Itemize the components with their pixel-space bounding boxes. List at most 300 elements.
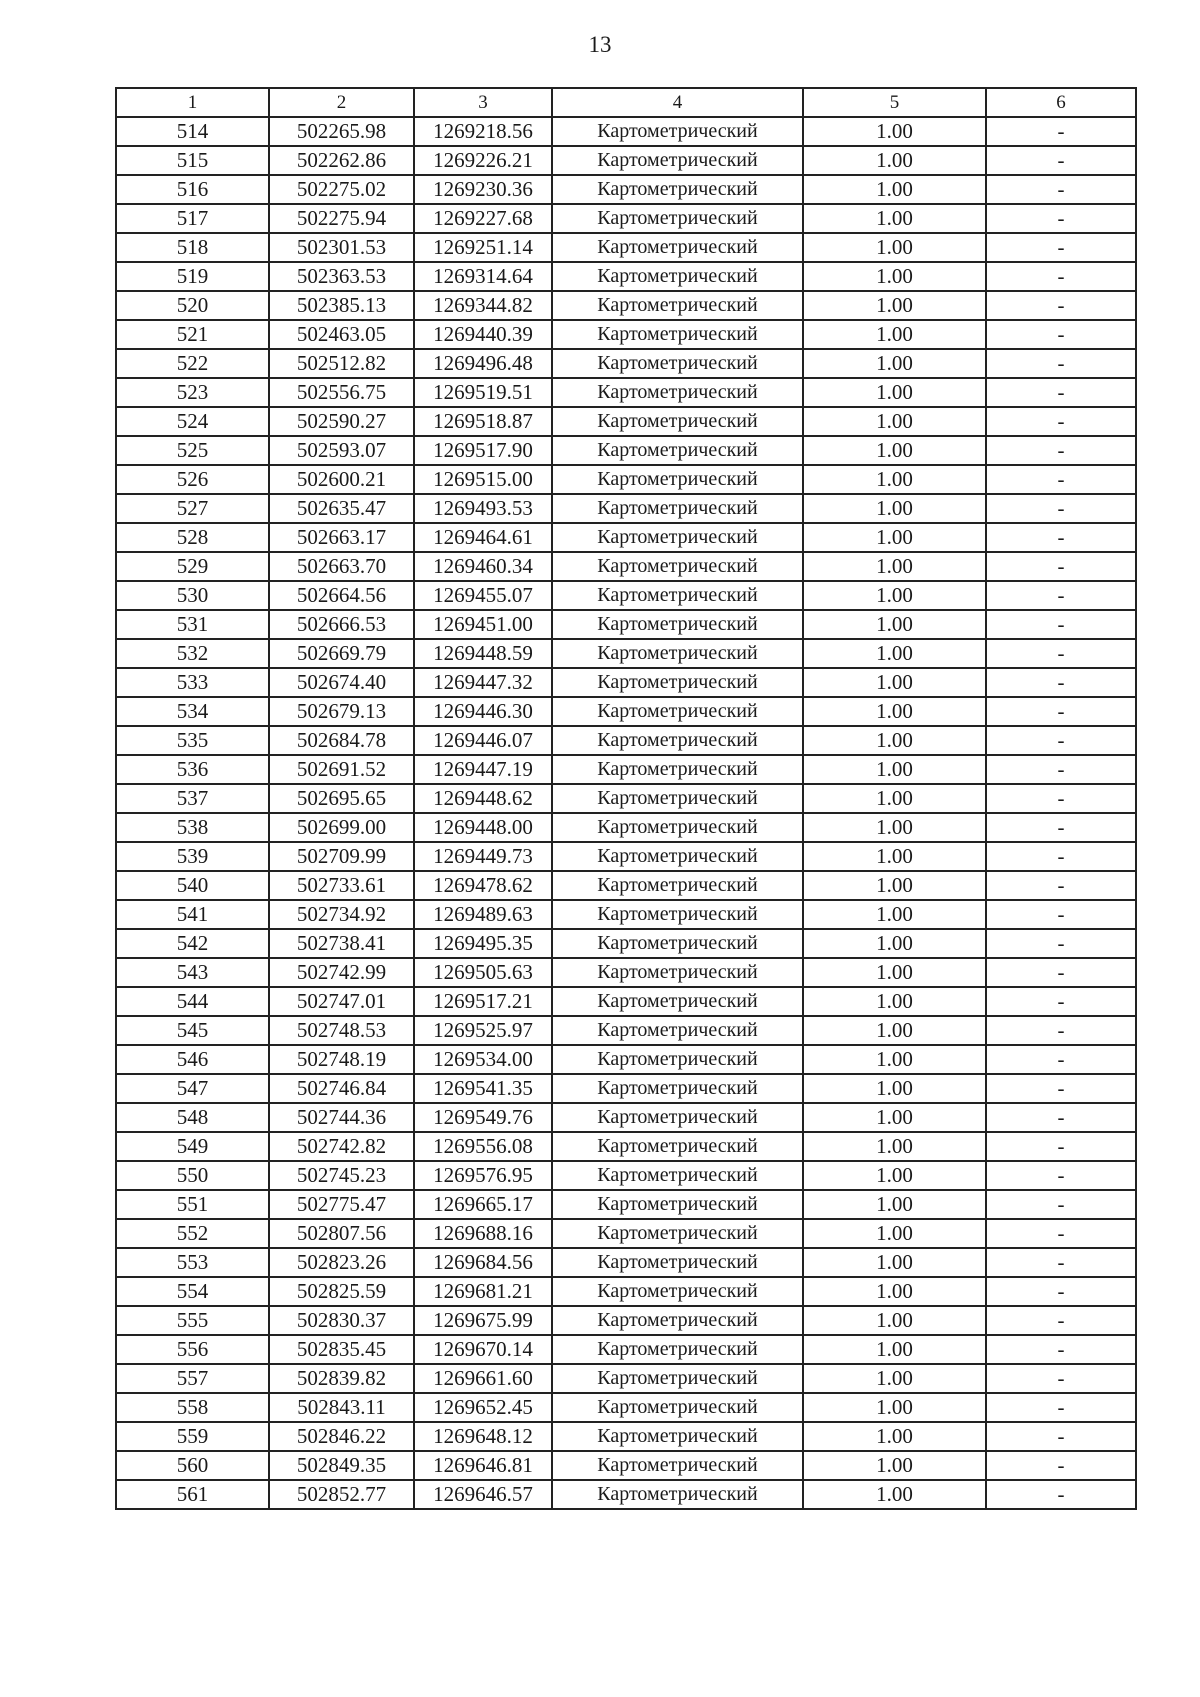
x-coordinate-cell: 502684.78 (269, 726, 414, 755)
table-row (116, 726, 1136, 755)
point-number-cell: 559 (116, 1422, 269, 1451)
table-row (116, 465, 1136, 494)
y-coordinate-cell: 1269460.34 (414, 552, 552, 581)
table-row (116, 958, 1136, 987)
header-row (116, 88, 1136, 117)
accuracy-cell: 1.00 (803, 1132, 986, 1161)
method-cell: Картометрический (552, 1364, 803, 1393)
table-row (116, 291, 1136, 320)
accuracy-cell: 1.00 (803, 465, 986, 494)
x-coordinate-cell: 502600.21 (269, 465, 414, 494)
table-row (116, 407, 1136, 436)
accuracy-cell: 1.00 (803, 1103, 986, 1132)
table-row (116, 987, 1136, 1016)
method-cell: Картометрический (552, 262, 803, 291)
table-row (116, 842, 1136, 871)
y-coordinate-cell: 1269447.19 (414, 755, 552, 784)
x-coordinate-cell: 502738.41 (269, 929, 414, 958)
y-coordinate-cell: 1269230.36 (414, 175, 552, 204)
table-row (116, 175, 1136, 204)
method-cell: Картометрический (552, 987, 803, 1016)
point-number-cell: 539 (116, 842, 269, 871)
y-coordinate-cell: 1269576.95 (414, 1161, 552, 1190)
table-row (116, 1364, 1136, 1393)
x-coordinate-cell: 502385.13 (269, 291, 414, 320)
y-coordinate-cell: 1269518.87 (414, 407, 552, 436)
accuracy-cell: 1.00 (803, 842, 986, 871)
y-coordinate-cell: 1269515.00 (414, 465, 552, 494)
accuracy-cell: 1.00 (803, 726, 986, 755)
table-row (116, 1306, 1136, 1335)
header-cell-col-3: 3 (414, 88, 552, 117)
accuracy-cell: 1.00 (803, 1016, 986, 1045)
accuracy-cell: 1.00 (803, 1364, 986, 1393)
point-number-cell: 555 (116, 1306, 269, 1335)
accuracy-cell: 1.00 (803, 117, 986, 146)
description-cell: - (986, 1045, 1136, 1074)
point-number-cell: 515 (116, 146, 269, 175)
y-coordinate-cell: 1269449.73 (414, 842, 552, 871)
description-cell: - (986, 755, 1136, 784)
x-coordinate-cell: 502734.92 (269, 900, 414, 929)
point-number-cell: 557 (116, 1364, 269, 1393)
y-coordinate-cell: 1269446.07 (414, 726, 552, 755)
accuracy-cell: 1.00 (803, 436, 986, 465)
x-coordinate-cell: 502747.01 (269, 987, 414, 1016)
description-cell: - (986, 1393, 1136, 1422)
point-number-cell: 527 (116, 494, 269, 523)
table-row (116, 349, 1136, 378)
y-coordinate-cell: 1269519.51 (414, 378, 552, 407)
point-number-cell: 516 (116, 175, 269, 204)
x-coordinate-cell: 502679.13 (269, 697, 414, 726)
point-number-cell: 514 (116, 117, 269, 146)
description-cell: - (986, 1364, 1136, 1393)
point-number-cell: 518 (116, 233, 269, 262)
method-cell: Картометрический (552, 871, 803, 900)
method-cell: Картометрический (552, 523, 803, 552)
description-cell: - (986, 697, 1136, 726)
x-coordinate-cell: 502852.77 (269, 1480, 414, 1509)
description-cell: - (986, 610, 1136, 639)
method-cell: Картометрический (552, 1393, 803, 1422)
description-cell: - (986, 900, 1136, 929)
method-cell: Картометрический (552, 697, 803, 726)
y-coordinate-cell: 1269496.48 (414, 349, 552, 378)
accuracy-cell: 1.00 (803, 668, 986, 697)
y-coordinate-cell: 1269226.21 (414, 146, 552, 175)
table-row (116, 552, 1136, 581)
method-cell: Картометрический (552, 204, 803, 233)
point-number-cell: 536 (116, 755, 269, 784)
accuracy-cell: 1.00 (803, 1451, 986, 1480)
method-cell: Картометрический (552, 436, 803, 465)
accuracy-cell: 1.00 (803, 1393, 986, 1422)
y-coordinate-cell: 1269489.63 (414, 900, 552, 929)
point-number-cell: 531 (116, 610, 269, 639)
point-number-cell: 522 (116, 349, 269, 378)
point-number-cell: 547 (116, 1074, 269, 1103)
point-number-cell: 528 (116, 523, 269, 552)
y-coordinate-cell: 1269448.62 (414, 784, 552, 813)
x-coordinate-cell: 502709.99 (269, 842, 414, 871)
method-cell: Картометрический (552, 610, 803, 639)
method-cell: Картометрический (552, 291, 803, 320)
y-coordinate-cell: 1269646.81 (414, 1451, 552, 1480)
y-coordinate-cell: 1269505.63 (414, 958, 552, 987)
table-row (116, 146, 1136, 175)
point-number-cell: 534 (116, 697, 269, 726)
x-coordinate-cell: 502839.82 (269, 1364, 414, 1393)
accuracy-cell: 1.00 (803, 813, 986, 842)
accuracy-cell: 1.00 (803, 320, 986, 349)
description-cell: - (986, 958, 1136, 987)
x-coordinate-cell: 502695.65 (269, 784, 414, 813)
point-number-cell: 551 (116, 1190, 269, 1219)
accuracy-cell: 1.00 (803, 987, 986, 1016)
method-cell: Картометрический (552, 1306, 803, 1335)
description-cell: - (986, 175, 1136, 204)
description-cell: - (986, 639, 1136, 668)
method-cell: Картометрический (552, 784, 803, 813)
table-row (116, 755, 1136, 784)
description-cell: - (986, 1161, 1136, 1190)
method-cell: Картометрический (552, 407, 803, 436)
accuracy-cell: 1.00 (803, 494, 986, 523)
point-number-cell: 526 (116, 465, 269, 494)
x-coordinate-cell: 502843.11 (269, 1393, 414, 1422)
y-coordinate-cell: 1269665.17 (414, 1190, 552, 1219)
method-cell: Картометрический (552, 755, 803, 784)
x-coordinate-cell: 502835.45 (269, 1335, 414, 1364)
description-cell: - (986, 1219, 1136, 1248)
point-number-cell: 549 (116, 1132, 269, 1161)
description-cell: - (986, 581, 1136, 610)
y-coordinate-cell: 1269675.99 (414, 1306, 552, 1335)
accuracy-cell: 1.00 (803, 900, 986, 929)
x-coordinate-cell: 502823.26 (269, 1248, 414, 1277)
method-cell: Картометрический (552, 1161, 803, 1190)
method-cell: Картометрический (552, 1103, 803, 1132)
x-coordinate-cell: 502593.07 (269, 436, 414, 465)
description-cell: - (986, 1248, 1136, 1277)
table-row (116, 1045, 1136, 1074)
x-coordinate-cell: 502807.56 (269, 1219, 414, 1248)
x-coordinate-cell: 502666.53 (269, 610, 414, 639)
method-cell: Картометрический (552, 233, 803, 262)
method-cell: Картометрический (552, 146, 803, 175)
y-coordinate-cell: 1269648.12 (414, 1422, 552, 1451)
method-cell: Картометрический (552, 1016, 803, 1045)
accuracy-cell: 1.00 (803, 262, 986, 291)
point-number-cell: 538 (116, 813, 269, 842)
x-coordinate-cell: 502363.53 (269, 262, 414, 291)
x-coordinate-cell: 502556.75 (269, 378, 414, 407)
accuracy-cell: 1.00 (803, 1306, 986, 1335)
accuracy-cell: 1.00 (803, 1480, 986, 1509)
description-cell: - (986, 1190, 1136, 1219)
table-row (116, 117, 1136, 146)
accuracy-cell: 1.00 (803, 697, 986, 726)
table-row (116, 813, 1136, 842)
accuracy-cell: 1.00 (803, 639, 986, 668)
table-row (116, 697, 1136, 726)
method-cell: Картометрический (552, 668, 803, 697)
x-coordinate-cell: 502745.23 (269, 1161, 414, 1190)
description-cell: - (986, 726, 1136, 755)
table-row (116, 233, 1136, 262)
point-number-cell: 520 (116, 291, 269, 320)
method-cell: Картометрический (552, 1248, 803, 1277)
description-cell: - (986, 1422, 1136, 1451)
table-row (116, 378, 1136, 407)
y-coordinate-cell: 1269464.61 (414, 523, 552, 552)
method-cell: Картометрический (552, 900, 803, 929)
accuracy-cell: 1.00 (803, 1190, 986, 1219)
point-number-cell: 550 (116, 1161, 269, 1190)
table-header (116, 88, 1136, 117)
x-coordinate-cell: 502830.37 (269, 1306, 414, 1335)
point-number-cell: 537 (116, 784, 269, 813)
point-number-cell: 521 (116, 320, 269, 349)
x-coordinate-cell: 502674.40 (269, 668, 414, 697)
coordinates-table (115, 87, 1137, 1510)
method-cell: Картометрический (552, 378, 803, 407)
accuracy-cell: 1.00 (803, 1422, 986, 1451)
point-number-cell: 524 (116, 407, 269, 436)
accuracy-cell: 1.00 (803, 610, 986, 639)
y-coordinate-cell: 1269670.14 (414, 1335, 552, 1364)
y-coordinate-cell: 1269447.32 (414, 668, 552, 697)
point-number-cell: 544 (116, 987, 269, 1016)
point-number-cell: 546 (116, 1045, 269, 1074)
point-number-cell: 560 (116, 1451, 269, 1480)
accuracy-cell: 1.00 (803, 552, 986, 581)
x-coordinate-cell: 502744.36 (269, 1103, 414, 1132)
table-row (116, 1422, 1136, 1451)
table-row (116, 1132, 1136, 1161)
x-coordinate-cell: 502275.94 (269, 204, 414, 233)
x-coordinate-cell: 502748.53 (269, 1016, 414, 1045)
x-coordinate-cell: 502746.84 (269, 1074, 414, 1103)
description-cell: - (986, 813, 1136, 842)
x-coordinate-cell: 502733.61 (269, 871, 414, 900)
header-cell-col-2: 2 (269, 88, 414, 117)
method-cell: Картометрический (552, 320, 803, 349)
method-cell: Картометрический (552, 465, 803, 494)
point-number-cell: 541 (116, 900, 269, 929)
x-coordinate-cell: 502663.17 (269, 523, 414, 552)
y-coordinate-cell: 1269549.76 (414, 1103, 552, 1132)
accuracy-cell: 1.00 (803, 871, 986, 900)
table-body (116, 117, 1136, 1509)
table-row (116, 610, 1136, 639)
description-cell: - (986, 262, 1136, 291)
description-cell: - (986, 1103, 1136, 1132)
method-cell: Картометрический (552, 1219, 803, 1248)
accuracy-cell: 1.00 (803, 581, 986, 610)
point-number-cell: 540 (116, 871, 269, 900)
accuracy-cell: 1.00 (803, 1335, 986, 1364)
table-row (116, 1219, 1136, 1248)
description-cell: - (986, 1074, 1136, 1103)
description-cell: - (986, 204, 1136, 233)
table-row (116, 581, 1136, 610)
description-cell: - (986, 494, 1136, 523)
x-coordinate-cell: 502825.59 (269, 1277, 414, 1306)
description-cell: - (986, 291, 1136, 320)
y-coordinate-cell: 1269556.08 (414, 1132, 552, 1161)
y-coordinate-cell: 1269517.90 (414, 436, 552, 465)
method-cell: Картометрический (552, 581, 803, 610)
method-cell: Картометрический (552, 175, 803, 204)
method-cell: Картометрический (552, 726, 803, 755)
x-coordinate-cell: 502669.79 (269, 639, 414, 668)
method-cell: Картометрический (552, 842, 803, 871)
table-row (116, 204, 1136, 233)
method-cell: Картометрический (552, 1422, 803, 1451)
point-number-cell: 552 (116, 1219, 269, 1248)
method-cell: Картометрический (552, 1277, 803, 1306)
method-cell: Картометрический (552, 1045, 803, 1074)
y-coordinate-cell: 1269446.30 (414, 697, 552, 726)
method-cell: Картометрический (552, 1335, 803, 1364)
y-coordinate-cell: 1269478.62 (414, 871, 552, 900)
accuracy-cell: 1.00 (803, 1161, 986, 1190)
point-number-cell: 556 (116, 1335, 269, 1364)
method-cell: Картометрический (552, 929, 803, 958)
table-row (116, 929, 1136, 958)
x-coordinate-cell: 502742.82 (269, 1132, 414, 1161)
point-number-cell: 523 (116, 378, 269, 407)
table-row (116, 1016, 1136, 1045)
method-cell: Картометрический (552, 494, 803, 523)
y-coordinate-cell: 1269440.39 (414, 320, 552, 349)
method-cell: Картометрический (552, 117, 803, 146)
x-coordinate-cell: 502265.98 (269, 117, 414, 146)
method-cell: Картометрический (552, 1190, 803, 1219)
accuracy-cell: 1.00 (803, 1219, 986, 1248)
accuracy-cell: 1.00 (803, 1248, 986, 1277)
table-row (116, 1277, 1136, 1306)
header-cell-col-5: 5 (803, 88, 986, 117)
description-cell: - (986, 1132, 1136, 1161)
accuracy-cell: 1.00 (803, 291, 986, 320)
y-coordinate-cell: 1269344.82 (414, 291, 552, 320)
x-coordinate-cell: 502275.02 (269, 175, 414, 204)
point-number-cell: 542 (116, 929, 269, 958)
description-cell: - (986, 465, 1136, 494)
description-cell: - (986, 1016, 1136, 1045)
method-cell: Картометрический (552, 958, 803, 987)
table-row (116, 668, 1136, 697)
x-coordinate-cell: 502748.19 (269, 1045, 414, 1074)
page-number: 13 (588, 32, 612, 57)
description-cell: - (986, 349, 1136, 378)
point-number-cell: 530 (116, 581, 269, 610)
description-cell: - (986, 842, 1136, 871)
table-row (116, 494, 1136, 523)
description-cell: - (986, 320, 1136, 349)
x-coordinate-cell: 502742.99 (269, 958, 414, 987)
accuracy-cell: 1.00 (803, 349, 986, 378)
description-cell: - (986, 436, 1136, 465)
description-cell: - (986, 1480, 1136, 1509)
accuracy-cell: 1.00 (803, 407, 986, 436)
description-cell: - (986, 146, 1136, 175)
description-cell: - (986, 668, 1136, 697)
y-coordinate-cell: 1269448.00 (414, 813, 552, 842)
method-cell: Картометрический (552, 1451, 803, 1480)
table-row (116, 871, 1136, 900)
table-row (116, 1393, 1136, 1422)
x-coordinate-cell: 502590.27 (269, 407, 414, 436)
point-number-cell: 519 (116, 262, 269, 291)
x-coordinate-cell: 502664.56 (269, 581, 414, 610)
accuracy-cell: 1.00 (803, 958, 986, 987)
point-number-cell: 535 (116, 726, 269, 755)
y-coordinate-cell: 1269227.68 (414, 204, 552, 233)
table-row (116, 523, 1136, 552)
accuracy-cell: 1.00 (803, 1277, 986, 1306)
description-cell: - (986, 552, 1136, 581)
y-coordinate-cell: 1269448.59 (414, 639, 552, 668)
table-row (116, 900, 1136, 929)
y-coordinate-cell: 1269646.57 (414, 1480, 552, 1509)
y-coordinate-cell: 1269495.35 (414, 929, 552, 958)
point-number-cell: 525 (116, 436, 269, 465)
table-row (116, 262, 1136, 291)
table-row (116, 1161, 1136, 1190)
description-cell: - (986, 1277, 1136, 1306)
accuracy-cell: 1.00 (803, 929, 986, 958)
description-cell: - (986, 378, 1136, 407)
point-number-cell: 532 (116, 639, 269, 668)
x-coordinate-cell: 502512.82 (269, 349, 414, 378)
table-row (116, 436, 1136, 465)
x-coordinate-cell: 502846.22 (269, 1422, 414, 1451)
y-coordinate-cell: 1269661.60 (414, 1364, 552, 1393)
method-cell: Картометрический (552, 1132, 803, 1161)
point-number-cell: 533 (116, 668, 269, 697)
x-coordinate-cell: 502635.47 (269, 494, 414, 523)
table-row (116, 1248, 1136, 1277)
x-coordinate-cell: 502301.53 (269, 233, 414, 262)
description-cell: - (986, 407, 1136, 436)
header-cell-col-4: 4 (552, 88, 803, 117)
description-cell: - (986, 233, 1136, 262)
table-row (116, 784, 1136, 813)
point-number-cell: 554 (116, 1277, 269, 1306)
y-coordinate-cell: 1269525.97 (414, 1016, 552, 1045)
description-cell: - (986, 1306, 1136, 1335)
description-cell: - (986, 523, 1136, 552)
point-number-cell: 553 (116, 1248, 269, 1277)
accuracy-cell: 1.00 (803, 1074, 986, 1103)
x-coordinate-cell: 502699.00 (269, 813, 414, 842)
point-number-cell: 529 (116, 552, 269, 581)
y-coordinate-cell: 1269681.21 (414, 1277, 552, 1306)
description-cell: - (986, 117, 1136, 146)
accuracy-cell: 1.00 (803, 175, 986, 204)
header-cell-col-6: 6 (986, 88, 1136, 117)
x-coordinate-cell: 502849.35 (269, 1451, 414, 1480)
method-cell: Картометрический (552, 552, 803, 581)
y-coordinate-cell: 1269218.56 (414, 117, 552, 146)
accuracy-cell: 1.00 (803, 1045, 986, 1074)
method-cell: Картометрический (552, 813, 803, 842)
method-cell: Картометрический (552, 1074, 803, 1103)
